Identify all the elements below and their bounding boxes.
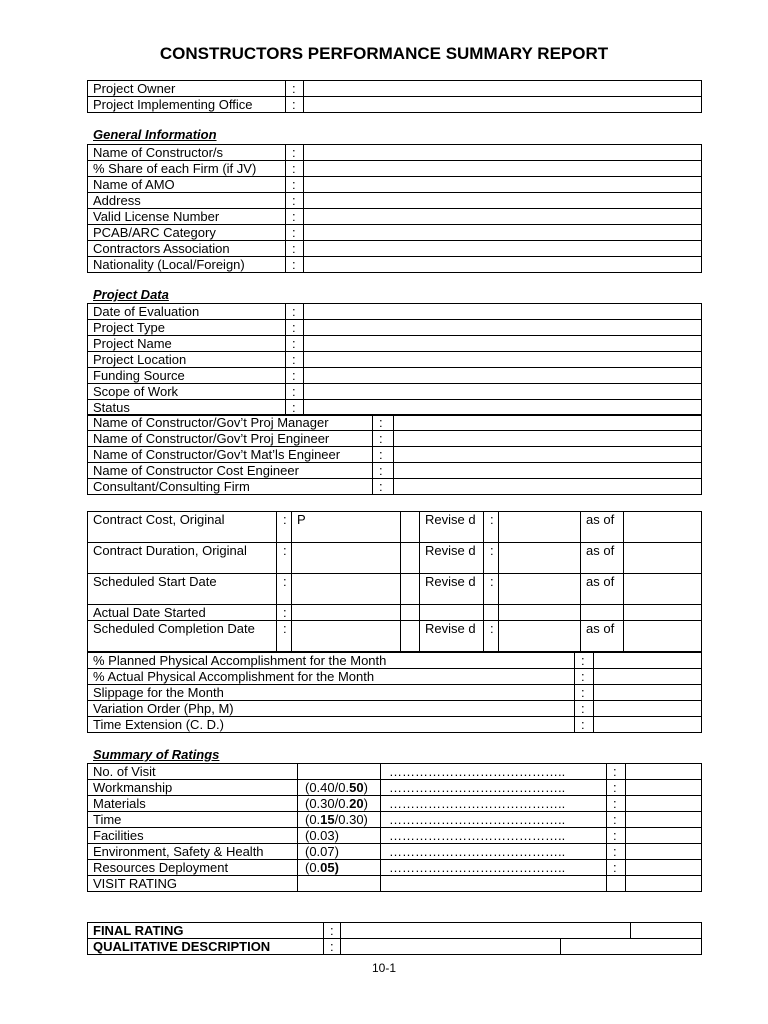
separator: : — [484, 621, 499, 652]
contract-asof-label: as of — [581, 543, 624, 574]
separator: : — [575, 685, 594, 701]
contract-revised-label: Revise d — [420, 543, 484, 574]
progress-label: Variation Order (Php, M) — [88, 701, 575, 717]
separator: : — [484, 574, 499, 605]
separator: : — [607, 796, 626, 812]
contract-original-value[interactable] — [292, 605, 401, 621]
report-title: CONSTRUCTORS PERFORMANCE SUMMARY REPORT — [159, 44, 609, 63]
rating-weight-bold: 05) — [320, 860, 339, 875]
separator: : — [286, 368, 304, 384]
rating-dots[interactable] — [381, 876, 607, 892]
general-info-row — [88, 193, 702, 209]
project-data-table — [87, 303, 702, 416]
rating-weight — [298, 796, 381, 812]
rating-weight-bold: 20 — [349, 796, 364, 811]
general-info-label: Nationality (Local/Foreign) — [88, 257, 286, 273]
owner-row — [88, 81, 702, 97]
project-data-row — [88, 336, 702, 352]
rating-row — [88, 860, 702, 876]
owner-value[interactable] — [304, 97, 702, 113]
project-data-value[interactable] — [304, 352, 702, 368]
page-number: 10-1 — [371, 961, 397, 975]
rating-dots[interactable]: ………………………………….. — [381, 764, 607, 780]
contract-asof-value[interactable] — [624, 621, 702, 652]
rating-weight-text: (0.30/0. — [305, 796, 350, 811]
final-rating-label: FINAL RATING — [88, 923, 324, 939]
rating-weight — [298, 764, 381, 780]
contract-revised-label: Revise d — [420, 621, 484, 652]
separator: : — [277, 621, 292, 652]
separator: : — [286, 304, 304, 320]
separator: : — [286, 241, 304, 257]
final-rating-row — [88, 923, 702, 939]
rating-row — [88, 812, 702, 828]
separator: : — [607, 860, 626, 876]
separator: : — [286, 257, 304, 273]
rating-label: Resources Deployment — [88, 860, 298, 876]
contract-revised-value[interactable] — [499, 621, 581, 652]
contract-label: Actual Date Started — [88, 605, 277, 621]
contract-original-value[interactable] — [292, 543, 401, 574]
separator: : — [575, 701, 594, 717]
project-personnel-table — [87, 414, 702, 495]
contract-revised-value[interactable] — [499, 574, 581, 605]
rating-value[interactable] — [626, 844, 702, 860]
progress-row — [88, 685, 702, 701]
contract-row — [88, 574, 702, 605]
separator: : — [607, 812, 626, 828]
project-data-row — [88, 304, 702, 320]
project-data-value[interactable] — [304, 336, 702, 352]
rating-label: Materials — [88, 796, 298, 812]
rating-weight-text: (0.03) — [305, 828, 339, 843]
general-info-label: Name of Constructor/s — [88, 145, 286, 161]
personnel-value[interactable] — [394, 415, 702, 431]
personnel-label: Name of Constructor/Gov’t Proj Manager — [88, 415, 373, 431]
qualitative-description-extra[interactable] — [561, 939, 702, 955]
rating-dots[interactable]: ………………………………….. — [381, 844, 607, 860]
project-data-value[interactable] — [304, 384, 702, 400]
rating-value[interactable] — [626, 780, 702, 796]
progress-label: Slippage for the Month — [88, 685, 575, 701]
rating-row — [88, 764, 702, 780]
general-info-value[interactable] — [304, 257, 702, 273]
separator: : — [286, 177, 304, 193]
rating-dots[interactable]: ………………………………….. — [381, 812, 607, 828]
project-data-value[interactable] — [304, 320, 702, 336]
rating-weight-text: (0.07) — [305, 844, 339, 859]
qualitative-description-label: QUALITATIVE DESCRIPTION — [88, 939, 324, 955]
contract-revised-label — [420, 605, 484, 621]
project-data-label: Project Name — [88, 336, 286, 352]
rating-label: VISIT RATING — [88, 876, 298, 892]
personnel-value[interactable] — [394, 463, 702, 479]
contract-original-value[interactable]: P — [292, 512, 401, 543]
owner-value[interactable] — [304, 81, 702, 97]
separator: : — [324, 939, 341, 955]
general-info-row — [88, 145, 702, 161]
rating-row — [88, 828, 702, 844]
personnel-row — [88, 447, 702, 463]
general-info-row — [88, 177, 702, 193]
rating-value[interactable] — [626, 828, 702, 844]
separator: : — [277, 605, 292, 621]
rating-dots[interactable]: ………………………………….. — [381, 780, 607, 796]
general-info-value[interactable] — [304, 161, 702, 177]
rating-weight — [298, 780, 381, 796]
contract-label: Scheduled Start Date — [88, 574, 277, 605]
separator: : — [575, 669, 594, 685]
separator: : — [575, 653, 594, 669]
rating-dots[interactable]: ………………………………….. — [381, 828, 607, 844]
separator: : — [286, 336, 304, 352]
final-rating-extra[interactable] — [631, 923, 702, 939]
personnel-value[interactable] — [394, 479, 702, 495]
project-data-heading: Project Data — [93, 287, 169, 302]
separator — [607, 876, 626, 892]
separator: : — [277, 512, 292, 543]
separator: : — [607, 780, 626, 796]
separator: : — [286, 225, 304, 241]
personnel-label: Name of Constructor/Gov’t Mat’ls Engineer — [88, 447, 373, 463]
contract-asof-value[interactable] — [624, 512, 702, 543]
contract-asof-label — [581, 605, 624, 621]
rating-weight-suffix: ) — [363, 796, 368, 811]
contract-spacer — [401, 621, 420, 652]
general-information-heading: General Information — [93, 127, 217, 142]
contract-row — [88, 621, 702, 652]
ratings-table — [87, 763, 702, 892]
project-data-row — [88, 320, 702, 336]
general-info-value[interactable] — [304, 225, 702, 241]
rating-row — [88, 780, 702, 796]
rating-weight — [298, 876, 381, 892]
progress-value[interactable] — [594, 717, 702, 733]
separator: : — [607, 828, 626, 844]
separator: : — [286, 320, 304, 336]
separator: : — [286, 384, 304, 400]
rating-weight — [298, 844, 381, 860]
rating-weight-text: (0.40/0. — [305, 780, 350, 795]
separator: : — [373, 463, 394, 479]
separator — [484, 605, 499, 621]
progress-label: % Planned Physical Accomplishment for the Month — [88, 653, 575, 669]
general-info-label: Valid License Number — [88, 209, 286, 225]
project-data-row — [88, 368, 702, 384]
rating-value[interactable] — [626, 812, 702, 828]
rating-weight-text: (0. — [305, 812, 321, 827]
general-info-label: Name of AMO — [88, 177, 286, 193]
separator: : — [484, 543, 499, 574]
project-data-label: Funding Source — [88, 368, 286, 384]
qualitative-description-value[interactable] — [341, 939, 561, 955]
contract-spacer — [401, 512, 420, 543]
project-data-label: Scope of Work — [88, 384, 286, 400]
rating-weight — [298, 860, 381, 876]
rating-row — [88, 876, 702, 892]
general-info-row — [88, 161, 702, 177]
rating-weight — [298, 812, 381, 828]
rating-label: Environment, Safety & Health — [88, 844, 298, 860]
contract-revised-value[interactable] — [499, 512, 581, 543]
contract-asof-label: as of — [581, 512, 624, 543]
final-rating-table — [87, 922, 702, 955]
general-info-label: Contractors Association — [88, 241, 286, 257]
rating-value[interactable] — [626, 796, 702, 812]
rating-value[interactable] — [626, 764, 702, 780]
rating-label: Workmanship — [88, 780, 298, 796]
rating-weight — [298, 828, 381, 844]
progress-label: Time Extension (C. D.) — [88, 717, 575, 733]
general-info-row — [88, 225, 702, 241]
personnel-label: Name of Constructor Cost Engineer — [88, 463, 373, 479]
progress-value[interactable] — [594, 669, 702, 685]
general-info-label: % Share of each Firm (if JV) — [88, 161, 286, 177]
progress-row — [88, 653, 702, 669]
contract-label: Contract Cost, Original — [88, 512, 277, 543]
contract-label: Contract Duration, Original — [88, 543, 277, 574]
rating-label: No. of Visit — [88, 764, 298, 780]
owner-label: Project Owner — [88, 81, 286, 97]
general-info-value[interactable] — [304, 241, 702, 257]
contract-spacer — [401, 605, 420, 621]
project-data-label: Date of Evaluation — [88, 304, 286, 320]
project-data-value[interactable] — [304, 368, 702, 384]
final-rating-value[interactable] — [341, 923, 631, 939]
contract-table — [87, 511, 702, 652]
qualitative-description-row — [88, 939, 702, 955]
separator: : — [286, 81, 304, 97]
owner-row — [88, 97, 702, 113]
rating-weight-bold: 50 — [349, 780, 364, 795]
contract-row — [88, 512, 702, 543]
contract-row — [88, 605, 702, 621]
contract-spacer — [401, 543, 420, 574]
progress-row — [88, 701, 702, 717]
progress-value[interactable] — [594, 685, 702, 701]
separator: : — [286, 352, 304, 368]
project-data-value[interactable] — [304, 304, 702, 320]
personnel-value[interactable] — [394, 447, 702, 463]
personnel-row — [88, 479, 702, 495]
separator: : — [607, 844, 626, 860]
general-info-value[interactable] — [304, 145, 702, 161]
rating-dots[interactable]: ………………………………….. — [381, 796, 607, 812]
rating-weight-text: (0. — [305, 860, 321, 875]
contract-original-value[interactable] — [292, 621, 401, 652]
project-data-label: Project Type — [88, 320, 286, 336]
progress-table — [87, 652, 702, 733]
separator: : — [286, 161, 304, 177]
contract-row — [88, 543, 702, 574]
separator: : — [373, 415, 394, 431]
progress-row — [88, 669, 702, 685]
rating-value[interactable] — [626, 876, 702, 892]
rating-dots[interactable]: ………………………………….. — [381, 860, 607, 876]
owner-label: Project Implementing Office — [88, 97, 286, 113]
contract-revised-label: Revise d — [420, 512, 484, 543]
contract-revised-value[interactable] — [499, 543, 581, 574]
rating-row — [88, 844, 702, 860]
separator: : — [373, 479, 394, 495]
contract-label: Scheduled Completion Date — [88, 621, 277, 652]
contract-asof-value[interactable] — [624, 543, 702, 574]
separator: : — [607, 764, 626, 780]
separator: : — [277, 543, 292, 574]
contract-original-value[interactable] — [292, 574, 401, 605]
contract-asof-label: as of — [581, 574, 624, 605]
separator: : — [484, 512, 499, 543]
separator: : — [373, 447, 394, 463]
project-data-label: Project Location — [88, 352, 286, 368]
general-info-row — [88, 241, 702, 257]
rating-value[interactable] — [626, 860, 702, 876]
progress-label: % Actual Physical Accomplishment for the Month — [88, 669, 575, 685]
rating-label: Facilities — [88, 828, 298, 844]
progress-row — [88, 717, 702, 733]
separator: : — [575, 717, 594, 733]
contract-spacer — [401, 574, 420, 605]
rating-weight-bold: 15 — [320, 812, 335, 827]
contract-revised-label: Revise d — [420, 574, 484, 605]
contract-asof-value[interactable] — [624, 574, 702, 605]
rating-row — [88, 796, 702, 812]
separator: : — [373, 431, 394, 447]
owner-table — [87, 80, 702, 113]
general-info-value[interactable] — [304, 177, 702, 193]
contract-revised-value[interactable] — [499, 605, 581, 621]
rating-weight-suffix: /0.30) — [334, 812, 368, 827]
separator: : — [286, 193, 304, 209]
general-info-row — [88, 209, 702, 225]
personnel-label: Name of Constructor/Gov’t Proj Engineer — [88, 431, 373, 447]
general-info-label: PCAB/ARC Category — [88, 225, 286, 241]
separator: : — [324, 923, 341, 939]
personnel-label: Consultant/Consulting Firm — [88, 479, 373, 495]
separator: : — [286, 145, 304, 161]
general-information-table — [87, 144, 702, 273]
contract-asof-value[interactable] — [624, 605, 702, 621]
general-info-row — [88, 257, 702, 273]
separator: : — [286, 97, 304, 113]
general-info-value[interactable] — [304, 193, 702, 209]
rating-label: Time — [88, 812, 298, 828]
progress-value[interactable] — [594, 701, 702, 717]
separator: : — [286, 209, 304, 225]
project-data-row — [88, 352, 702, 368]
rating-weight-suffix: ) — [363, 780, 368, 795]
project-data-label: Status — [88, 400, 286, 416]
progress-value[interactable] — [594, 653, 702, 669]
personnel-row — [88, 463, 702, 479]
summary-of-ratings-heading: Summary of Ratings — [93, 747, 220, 762]
personnel-row — [88, 431, 702, 447]
general-info-label: Address — [88, 193, 286, 209]
separator: : — [286, 400, 304, 416]
personnel-value[interactable] — [394, 431, 702, 447]
contract-asof-label: as of — [581, 621, 624, 652]
personnel-row — [88, 415, 702, 431]
separator: : — [277, 574, 292, 605]
project-data-row — [88, 384, 702, 400]
general-info-value[interactable] — [304, 209, 702, 225]
